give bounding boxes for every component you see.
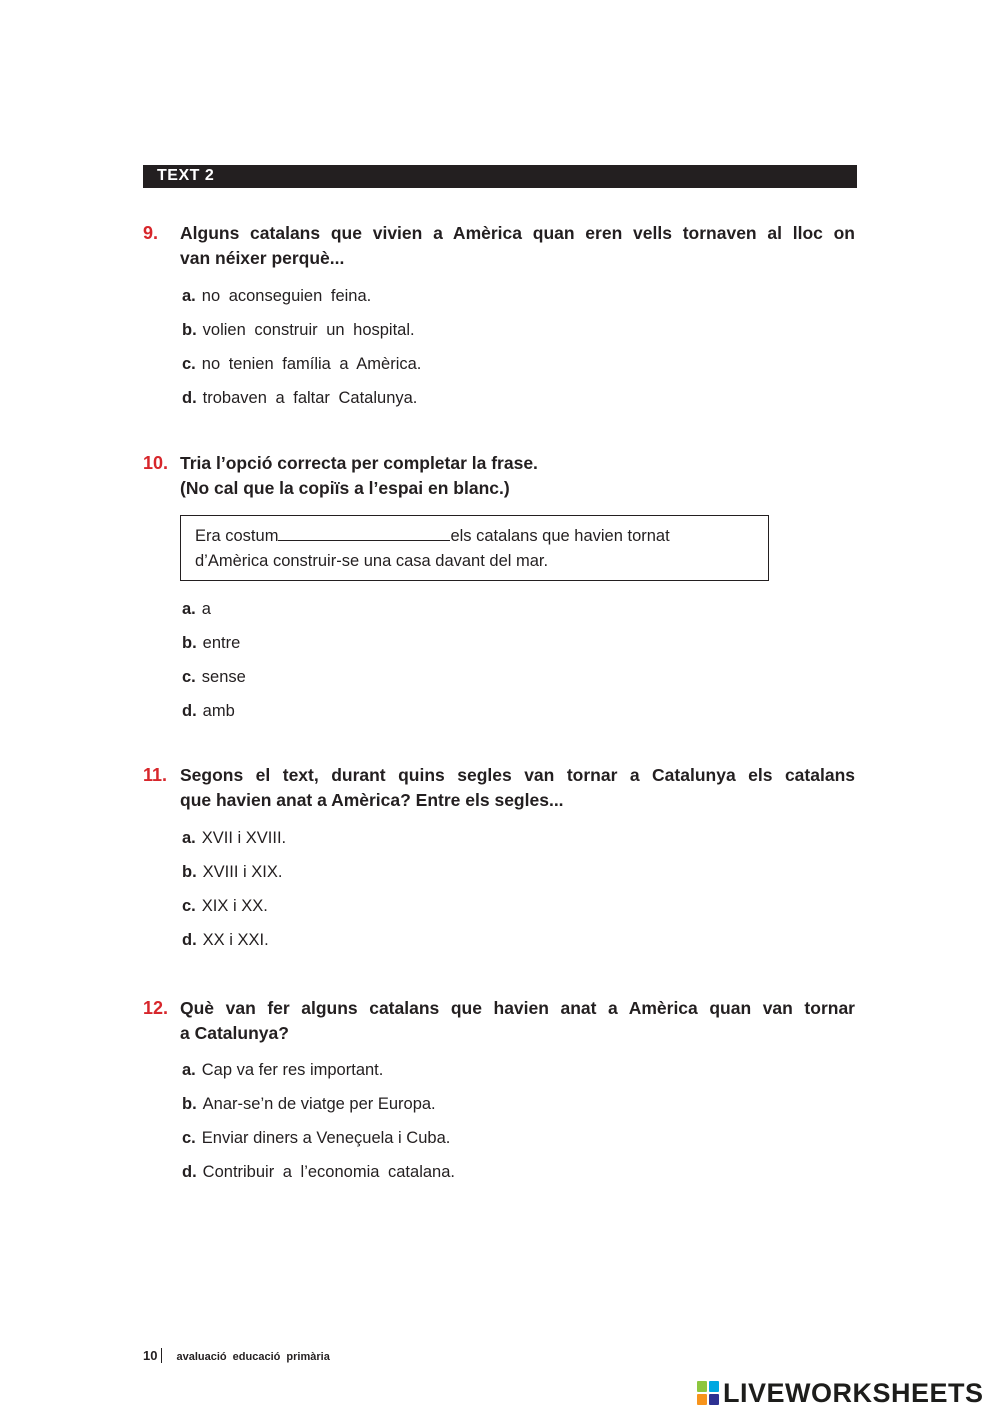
option-letter: c. <box>182 668 196 686</box>
footer-text: avaluació educació primària <box>176 1351 330 1363</box>
option-text: a <box>201 600 211 618</box>
option-a[interactable] <box>182 286 421 320</box>
question-10 <box>143 451 855 501</box>
question-text-line: (No cal que la copiïs a l’espai en blanc.) <box>180 478 510 498</box>
logo-text: LIVEWORKSHEETS <box>723 1377 984 1408</box>
option-letter: d. <box>182 389 197 407</box>
option-letter: b. <box>182 321 197 339</box>
option-letter: d. <box>182 1163 197 1181</box>
options-list-q10 <box>182 599 246 735</box>
option-text: no aconseguien feina. <box>201 287 372 305</box>
question-text-line: Tria l’opció correcta per completar la frase. <box>180 453 538 473</box>
option-letter: b. <box>182 863 197 881</box>
option-b[interactable] <box>182 320 421 354</box>
options-list-q11 <box>182 828 286 964</box>
option-letter: c. <box>182 355 196 373</box>
logo-mark-icon <box>697 1381 719 1405</box>
question-11 <box>143 763 855 813</box>
logo-square-navy <box>709 1394 719 1405</box>
logo-square-blue <box>709 1381 719 1392</box>
option-text: Enviar diners a Veneçuela i Cuba. <box>201 1129 451 1147</box>
question-text <box>180 763 855 813</box>
option-c[interactable] <box>182 1128 455 1162</box>
question-12 <box>143 996 855 1046</box>
option-d[interactable] <box>182 388 421 422</box>
option-text: XVII i XVIII. <box>201 829 287 847</box>
question-text-line: que havien anat a Amèrica? Entre els segles... <box>180 790 564 810</box>
option-letter: c. <box>182 1129 196 1147</box>
logo-square-orange <box>697 1394 707 1405</box>
option-b[interactable] <box>182 862 286 896</box>
option-text: XIX i XX. <box>201 897 268 915</box>
section-header-bar <box>143 165 857 188</box>
option-text: trobaven a faltar Catalunya. <box>202 389 418 407</box>
option-c[interactable] <box>182 667 246 701</box>
option-letter: a. <box>182 600 196 618</box>
sentence-line-1 <box>195 524 754 549</box>
option-text: Anar-se’n de viatge per Europa. <box>202 1095 436 1113</box>
option-text: amb <box>202 702 235 720</box>
option-letter: c. <box>182 897 196 915</box>
option-a[interactable] <box>182 599 246 633</box>
sentence-blank[interactable] <box>278 524 450 541</box>
question-text-line: Segons el text, durant quins segles van tornar a Catalunya els catalans <box>180 765 855 785</box>
section-title: TEXT 2 <box>157 167 215 184</box>
sentence-before-blank: Era costum <box>195 527 279 545</box>
logo-square-green <box>697 1381 707 1392</box>
option-d[interactable] <box>182 701 246 735</box>
option-letter: d. <box>182 931 197 949</box>
sentence-line-2: d’Amèrica construir-se una casa davant del mar. <box>195 552 549 570</box>
question-number: 10. <box>143 453 169 473</box>
options-list-q9 <box>182 286 421 422</box>
option-letter: a. <box>182 1061 196 1079</box>
option-a[interactable] <box>182 828 286 862</box>
option-a[interactable] <box>182 1060 455 1094</box>
option-text: XVIII i XIX. <box>202 863 283 881</box>
option-b[interactable] <box>182 633 246 667</box>
option-c[interactable] <box>182 896 286 930</box>
option-b[interactable] <box>182 1094 455 1128</box>
question-text-line: a Catalunya? <box>180 1023 289 1043</box>
question-number: 12. <box>143 998 169 1018</box>
option-text: entre <box>202 634 241 652</box>
option-text: sense <box>201 668 246 686</box>
option-text: no tenien família a Amèrica. <box>201 355 422 373</box>
question-9 <box>143 221 855 271</box>
question-number: 11. <box>143 765 168 785</box>
sentence-after-blank: els catalans que havien tornat <box>450 527 670 545</box>
option-c[interactable] <box>182 354 421 388</box>
question-text-line: van néixer perquè... <box>180 248 345 268</box>
question-text <box>180 221 855 271</box>
page-footer <box>143 1348 330 1365</box>
option-d[interactable] <box>182 930 286 964</box>
option-letter: b. <box>182 634 197 652</box>
option-text: Contribuir a l’economia catalana. <box>202 1163 455 1181</box>
option-text: volien construir un hospital. <box>202 321 415 339</box>
question-text-line: Què van fer alguns catalans que havien anat a Amèrica quan van tornar <box>180 998 855 1018</box>
option-letter: d. <box>182 702 197 720</box>
option-letter: a. <box>182 287 196 305</box>
page-number: 10 <box>143 1348 162 1363</box>
option-text: XX i XXI. <box>202 931 269 949</box>
option-text: Cap va fer res important. <box>201 1061 384 1079</box>
question-text <box>180 996 855 1046</box>
option-d[interactable] <box>182 1162 455 1196</box>
question-text <box>180 451 855 501</box>
question-number: 9. <box>143 223 159 243</box>
question-text-line: Alguns catalans que vivien a Amèrica quan eren vells tornaven al lloc on <box>180 223 855 243</box>
option-letter: b. <box>182 1095 197 1113</box>
options-list-q12 <box>182 1060 455 1196</box>
option-letter: a. <box>182 829 196 847</box>
sentence-box <box>180 515 769 581</box>
liveworksheets-logo[interactable] <box>697 1378 984 1408</box>
